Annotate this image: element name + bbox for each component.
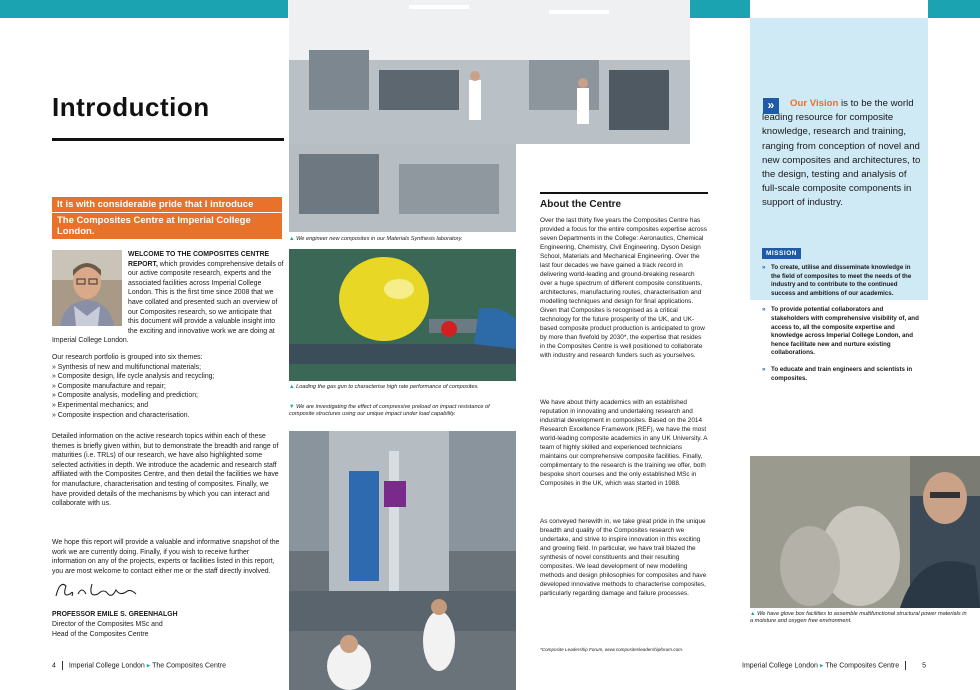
caption-gas-gun: ▲ Loading the gas gun to characterise high rate performance of composites. — [289, 384, 479, 390]
mission-item: » To educate and train engineers and scientists in composites. — [762, 366, 920, 383]
themes-intro: Our research portfolio is grouped into six themes: — [52, 354, 203, 361]
theme-item: » Synthesis of new and multifunctional materials; — [52, 363, 284, 373]
theme-item: » Composite analysis, modelling and prediction; — [52, 391, 284, 401]
theme-item: » Composite design, life cycle analysis and recycling; — [52, 372, 284, 382]
right-footer: Imperial College London ▸ The Composites Centre 5 — [742, 662, 927, 670]
signer-role-2: Head of the Composites Centre — [52, 631, 149, 638]
caption-lab: ▲ We engineer new composites in our Materials Synthesis laboratory. — [289, 236, 463, 242]
mission-list — [762, 264, 920, 391]
vision-text: is to be the world leading resource for composite knowledge, research and training, ranging from conception of novel and new composites and architectures, to the design, testing and analysis of full-scale composite components in support of industry. — [762, 98, 921, 209]
signature — [52, 576, 152, 606]
about-title: About the Centre — [540, 199, 622, 210]
caption-gas-gun-text: Loading the gas gun to characterise high rate performance of composites. — [296, 384, 479, 390]
caption-impact: ▼ We are investigating the effect of compressive preload on impact resistance of composite structures using our unique impact under load capability. — [289, 404, 490, 417]
footer-dept-right: The Composites Centre — [825, 662, 900, 670]
theme-item: » Experimental mechanics; and — [52, 401, 284, 411]
vision-statement — [762, 97, 922, 211]
title-rule — [52, 138, 284, 141]
chevron-right-icon: » — [763, 98, 779, 114]
welcome-lead: WELCOME TO THE COMPOSITES CENTRE REPORT, — [128, 251, 270, 268]
caption-glove-box: ▲ We have glove box facilities to assemble multifunctional structural power materials in a moisture and oxygen free environment. — [750, 611, 967, 624]
about-paragraph-1: Over the last thirty five years the Composites Centre has provided a focus for the entire composites expertise across seven Departments in the College: Aeronautics, Chemical Engineering, Chemistry, Civil Engineering, Dyson Design School, Materials and Mechanical Engineering. Over the last four decades we have gained a track record in delivering world-leading and ground-breaking research over a huge spectrum of different composite constituents, architectures, manufacturing routes, characterisation and modelling techniques and design for final applications. Given that Composites is recognised as a critical technology for the future prosperity of the UK, and UK-based composite product production is anticipated to grow by more than fivefold by 2030*, the expertise that resides in the Composites Centre is well positioned to collaborate with industry and research funders such as yourselves. — [540, 217, 707, 359]
themes-block — [52, 353, 284, 420]
page-number-right: 5 — [922, 662, 927, 670]
impact-rig-photo — [289, 431, 516, 690]
intro-banner-line2: The Composites Centre at Imperial College London. — [52, 213, 282, 239]
mission-item: » To provide potential collaborators and stakeholders with comprehensive visibility of, and access to, all the composite expertise and knowledge across Imperial College London, and hence facilitate new and nurture existing collaborations. — [762, 306, 920, 358]
about-paragraph-2: We have about thirty academics with an established reputation in innovating and undertaking research and industrial development in composites. Based on the 2014 Research Excellence Framework (REF), we have the most world-leading composite academics in any UK University. A team of highly skilled and experienced technicians maintains our comprehensive composite facilities. Finally, complimentary to the research is the training we offer, both bespoke short courses and the only established MSc in Composites in the UK, which was started in 1988. — [540, 399, 708, 487]
footer-org-left: Imperial College London — [68, 662, 145, 670]
caption-lab-text: We engineer new composites in our Materials Synthesis laboratory. — [296, 236, 463, 242]
lab-photo — [289, 0, 690, 144]
details-paragraph: Detailed information on the active research topics within each of these themes is briefly given within, but to demonstrate the breadth and range of maturities (i.e. TRLs) of our research, we have also highlighted some selected activities in depth. We introduce the academic and research staff affiliated with the Composites Centre, and then detail the facilities we have for manufacture, characterisation and testing of composites. Finally, we have provided details of the mechanisms by which you can interact and collaborate with us. — [52, 433, 279, 508]
left-footer: 4 Imperial College London ▸ The Composites Centre — [52, 662, 227, 670]
footer-dept-left: The Composites Centre — [152, 662, 227, 670]
welcome-paragraph — [52, 250, 284, 346]
theme-item: » Composite manufacture and repair; — [52, 382, 284, 392]
intro-banner-line1: It is with considerable pride that I introduce — [52, 197, 282, 212]
lab-photo-lower — [289, 144, 516, 232]
mission-label: MISSION — [762, 248, 801, 259]
footer-org-right: Imperial College London — [742, 662, 818, 670]
themes-list — [52, 363, 284, 421]
welcome-body: which provides comprehensive details of our active composite research, experts and the associated facilities across Imperial College London. This is the first time since 2008 that we have collated and presented such an overview of our Composites research, so we anticipate that this document will provide a valuable insight into the exciting and innovative work we are doing at Imperial College London. — [52, 260, 284, 345]
signer-name: PROFESSOR EMILE S. GREENHALGH — [52, 611, 178, 618]
about-paragraph-3: As conveyed herewith in, we take great pride in the unique breadth and quality of the Composites research we undertake, and strive to inspire innovation in this exciting and growing field. In particular, we have trail blazed the synthesis of novel constituents and their resulting composites. We lead development of new modelling methods and design philosophies for composites and have developed innovative methods to characterise composites, particularly regarding damage and failure processes. — [540, 518, 707, 597]
page-title: Introduction — [52, 92, 210, 122]
caption-impact-text: We are investigating the effect of compressive preload on impact resistance of composite structures using our unique impact under load capability. — [289, 404, 490, 417]
top-accent-bar-right — [928, 0, 980, 18]
signer-role-1: Director of the Composites MSc and — [52, 621, 163, 628]
gas-gun-photo — [289, 249, 516, 381]
caption-glove-box-text: We have glove box facilities to assemble multifunctional structural power materials in a moisture and oxygen free environment. — [750, 611, 967, 624]
top-accent-bar-left — [0, 0, 288, 18]
about-footnote: *Composite Leadership Forum, www.compositesleadershipforum.com. — [540, 647, 684, 652]
mission-item: » To create, utilise and disseminate knowledge in the field of composites to meet the needs of the industry and to contribute to the continued success and ambitions of our academics. — [762, 264, 920, 298]
vision-highlight: Our Vision — [790, 98, 839, 109]
about-rule — [540, 192, 708, 194]
page-number-left: 4 — [52, 662, 56, 670]
glove-box-photo — [750, 456, 980, 608]
theme-item: » Composite inspection and characterisation. — [52, 411, 284, 421]
closing-paragraph: We hope this report will provide a valuable and informative snapshot of the work we are currently doing. Finally, if you wish to receive further information on any of the projects, experts or facilities listed in this report, you are most welcome to contact either me or the staff directly involved. — [52, 539, 280, 575]
top-accent-bar-mid — [690, 0, 750, 18]
